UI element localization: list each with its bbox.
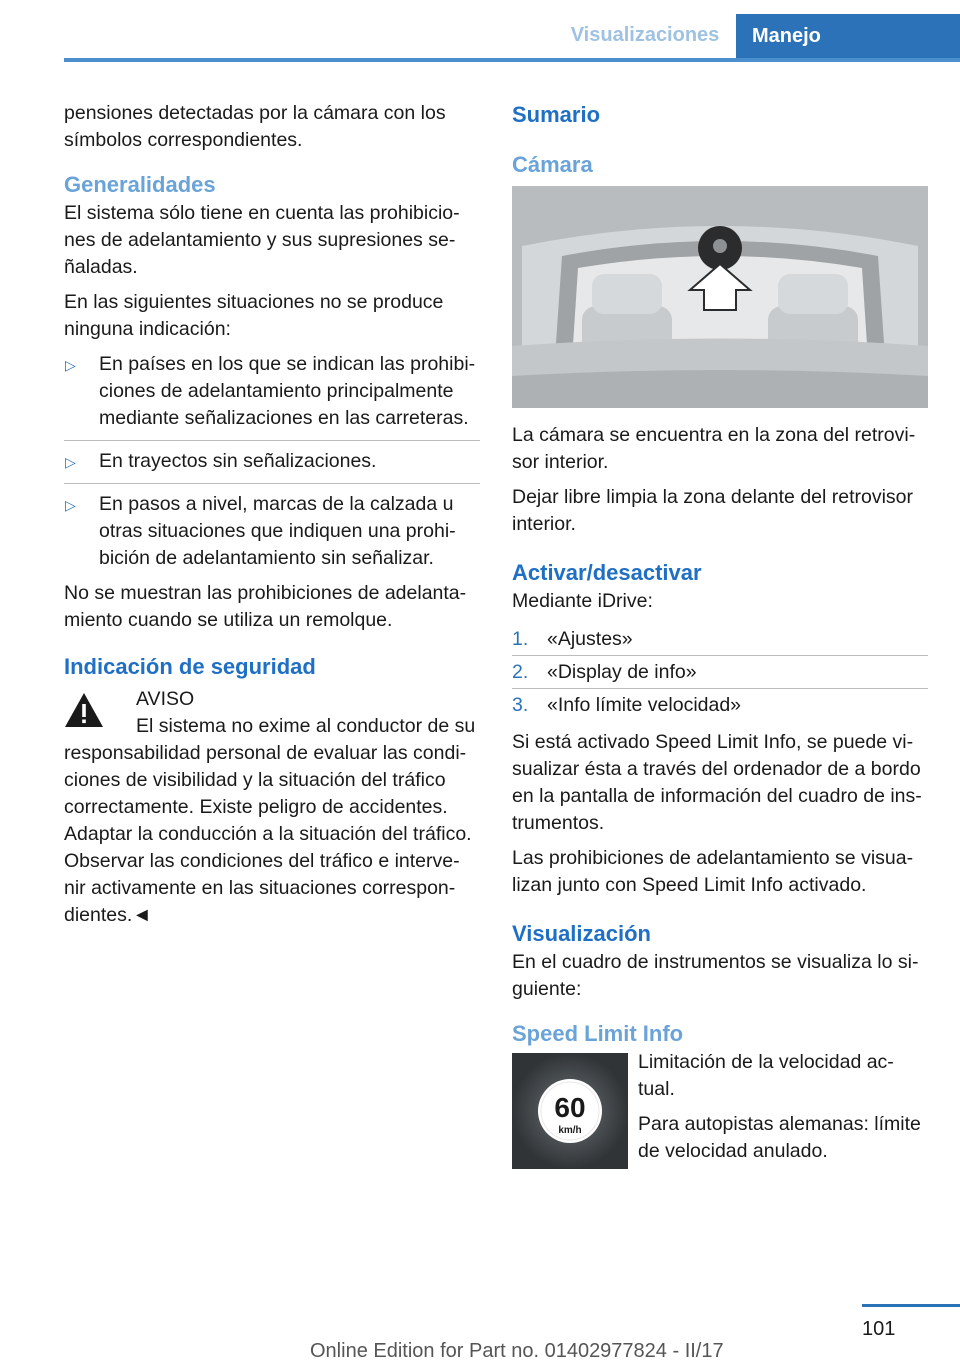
triangle-bullet-icon: ▷	[65, 357, 76, 373]
page-number: 101	[862, 1318, 896, 1340]
activar-paragraph-2: Las prohibiciones de adelantamiento se visua‐lizan junto con Speed Limit Info activado.	[512, 847, 914, 896]
list-item	[64, 483, 480, 572]
list-item-text: En pasos a nivel, marcas de la calzada u otras situaciones que indiquen una prohi‐bición de adelantamiento sin señalizar.	[99, 493, 456, 569]
warning-icon	[64, 692, 104, 728]
seguridad-heading: Indicación de seguridad	[64, 654, 316, 679]
page-footer	[0, 1300, 960, 1362]
speed-limit-text	[638, 1049, 928, 1173]
header-rule	[64, 58, 960, 62]
triangle-bullet-icon: ▷	[65, 497, 76, 513]
tab-manejo[interactable]: Manejo	[736, 14, 960, 60]
step-text: «Info límite velocidad»	[547, 694, 742, 716]
speed-unit: km/h	[558, 1125, 582, 1136]
top-navigation	[0, 0, 960, 62]
footer-rule	[862, 1304, 960, 1307]
step-text: «Ajustes»	[547, 628, 633, 650]
edition-text: Online Edition for Part no. 01402977824 - II/17	[310, 1340, 724, 1362]
triangle-bullet-icon: ▷	[65, 454, 76, 470]
generalidades-paragraph-3: No se muestran las prohibiciones de adelanta‐miento cuando se utiliza un remolque.	[64, 582, 467, 631]
tab-visualizaciones[interactable]: Visualizaciones	[570, 24, 720, 46]
list-item	[512, 688, 928, 721]
speed-paragraph-2: Para autopistas alemanas: límite de velocidad anulado.	[638, 1113, 921, 1162]
sumario-heading: Sumario	[512, 102, 601, 127]
step-number: 3.	[512, 694, 529, 716]
aviso-label: AVISO	[136, 688, 195, 710]
camera-location-illustration	[512, 186, 928, 408]
speed-limit-display	[512, 1053, 628, 1169]
right-column	[512, 100, 928, 1199]
list-item	[64, 351, 480, 432]
list-item	[512, 623, 928, 655]
activar-intro: Mediante iDrive:	[512, 590, 653, 612]
list-item-text: En países en los que se indican las prohibi‐ciones de adelantamiento principalmente mediante señalizaciones en las carreteras.	[99, 353, 476, 429]
speed-paragraph-1: Limitación de la velocidad ac‐tual.	[638, 1051, 894, 1100]
step-number: 1.	[512, 628, 529, 650]
list-item	[512, 655, 928, 688]
list-item	[64, 440, 480, 475]
speed-limit-row	[512, 1049, 928, 1199]
visualizacion-paragraph: En el cuadro de instrumentos se visualiza lo si‐guiente:	[512, 951, 919, 1000]
camara-paragraph-2: Dejar libre limpia la zona delante del retrovisor interior.	[512, 486, 914, 535]
activar-paragraph-1: Si está activado Speed Limit Info, se puede vi‐sualizar ésta a través del ordenador de a bordo en la pantalla de información del cuadro de ins‐trumentos.	[512, 731, 922, 834]
speed-limit-heading: Speed Limit Info	[512, 1021, 684, 1046]
camara-paragraph-1: La cámara se encuentra en la zona del retrovi‐sor interior.	[512, 424, 916, 473]
generalidades-paragraph-1: El sistema sólo tiene en cuenta las prohibicio‐nes de adelantamiento y sus supresiones se‐ñaladas.	[64, 202, 460, 278]
generalidades-paragraph-2: En las siguientes situaciones no se produce ninguna indicación:	[64, 291, 444, 340]
step-text: «Display de info»	[547, 661, 697, 683]
aviso-text: responsabilidad personal de evaluar las condi‐ciones de visibilidad y la situación del tráfico correctamente. Existe peligro de accidentes. Adaptar la conducción a la situación del tráfico. Observar las condiciones del tráfico e interve‐nir activamente en las situaciones correspon‐dientes.◄	[64, 742, 472, 926]
warning-block	[64, 686, 480, 929]
list-item-text: En trayectos sin señalizaciones.	[99, 450, 377, 472]
speed-limit-sign-icon	[512, 1053, 628, 1169]
camara-heading: Cámara	[512, 152, 593, 177]
visualizacion-heading: Visualización	[512, 921, 651, 946]
generalidades-heading: Generalidades	[64, 172, 216, 197]
step-number: 2.	[512, 661, 529, 683]
speed-value: 60	[554, 1092, 586, 1123]
intro-paragraph: pensiones detectadas por la cámara con los símbolos correspondientes.	[64, 102, 446, 151]
situations-list	[64, 351, 480, 572]
activar-heading: Activar/desactivar	[512, 560, 702, 585]
activar-steps	[512, 623, 928, 721]
left-column	[64, 100, 480, 929]
aviso-line-1: El sistema no exime al conductor de su	[136, 715, 476, 737]
